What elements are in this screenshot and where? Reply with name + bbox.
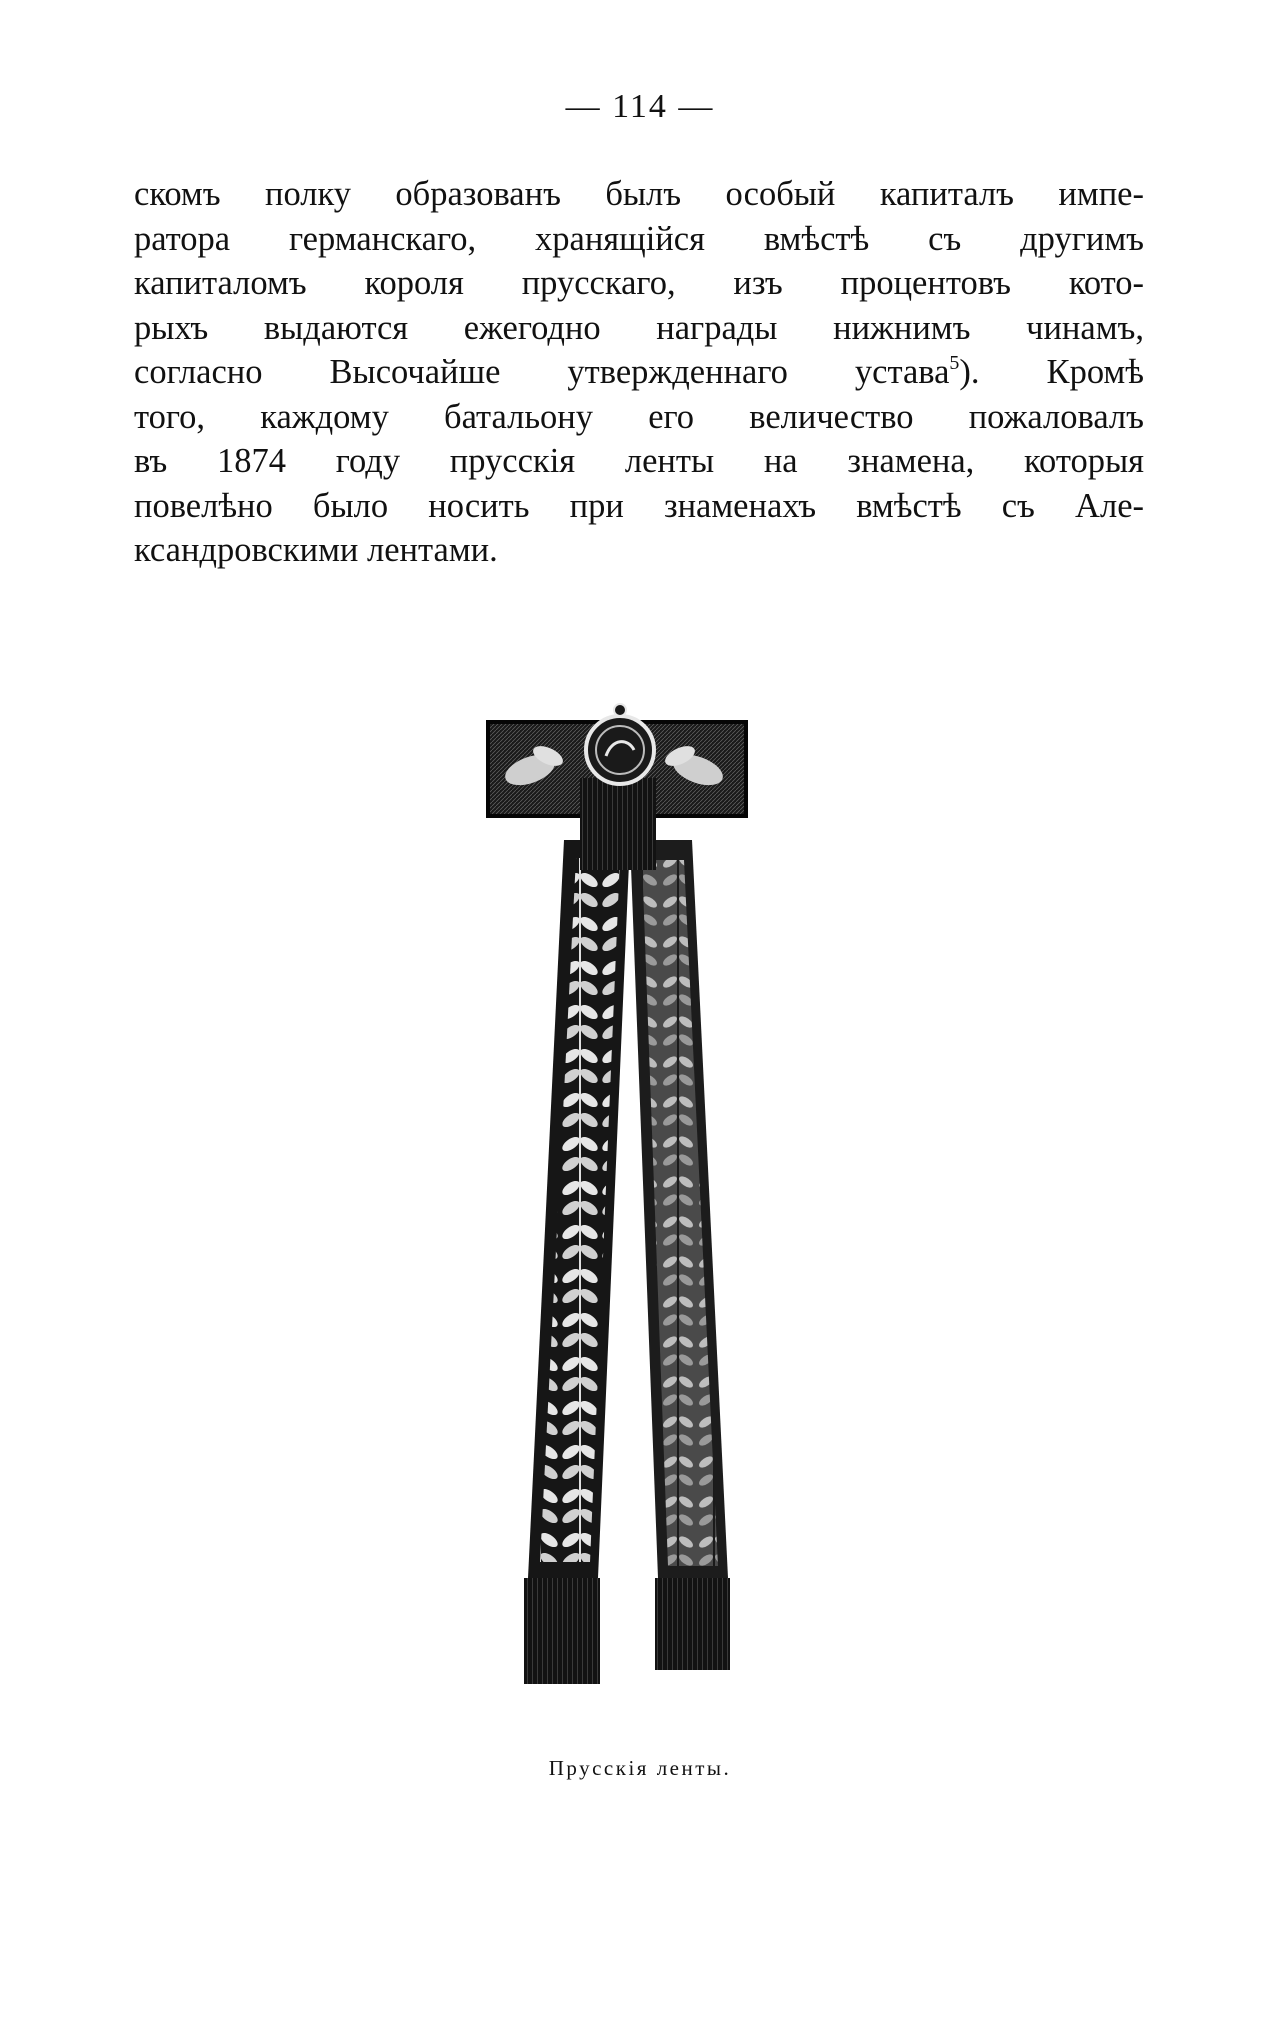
bow-knot (580, 704, 656, 870)
text-segment: ). Кромѣ (959, 353, 1144, 391)
text-line: ксандровскими лентами. (134, 531, 498, 569)
text-line: повелѣно было носить при знаменахъ вмѣстѣ съ Але- (134, 486, 1144, 525)
right-ribbon (630, 840, 730, 1670)
text-line: въ 1874 году прусскія ленты на знамена, которыя (134, 442, 1144, 480)
text-line: того, каждому батальону его величество пожаловалъ (134, 397, 1144, 436)
text-line: ратора германскаго, хранящійся вмѣстѣ съ другимъ (134, 219, 1144, 258)
page-number: — 114 — (565, 88, 715, 125)
figure-caption: Прусскія ленты. (548, 1756, 732, 1780)
footnote-marker: 5 (949, 352, 960, 374)
left-ribbon (524, 840, 630, 1684)
ribbons-drawing (480, 690, 800, 1700)
text-line (134, 350, 1144, 395)
text-line: капиталомъ короля прусскаго, изъ процентовъ кото- (134, 264, 1144, 302)
ribbons-illustration (480, 690, 800, 1700)
body-paragraph (134, 172, 1144, 573)
text-segment: согласно Высочайше утвержденнаго устава (134, 353, 950, 391)
text-line: рыхъ выдаются ежегодно награды нижнимъ чинамъ, (134, 308, 1144, 347)
text-line: скомъ полку образованъ былъ особый капиталъ импе- (134, 175, 1144, 213)
